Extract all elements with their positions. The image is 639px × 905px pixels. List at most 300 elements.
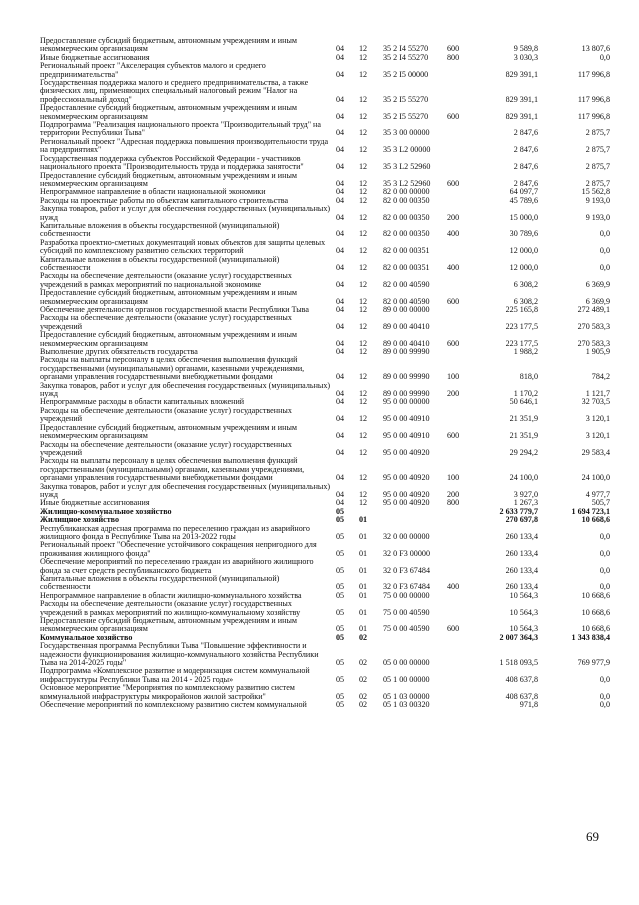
target-article-code: 82 0 00 00351 [383,246,430,256]
subsection-code: 12 [359,473,368,483]
subsection-code: 12 [359,431,368,441]
target-article-code: 32 0 F3 67484 [383,565,430,575]
expense-type-code: 200 [447,212,460,222]
amount-year-2: 10 668,6 [581,607,610,617]
expense-type-code [447,407,473,424]
table-row [40,483,610,500]
subsection-code: 12 [359,187,368,197]
row-name: Выполнение других обязательств государства [40,347,198,357]
subsection-code: 12 [359,212,368,222]
subsection-code: 12 [359,447,368,457]
expense-type-code [447,398,473,406]
subsection-code: 02 [359,700,368,710]
row-name: Обеспечение мероприятий по переселению граждан из аварийного жилищного фонда за счет средств республиканского бюджета [40,557,314,575]
section-code: 04 [336,447,345,457]
expense-type-code: 600 [447,624,460,634]
table-row [40,684,610,701]
budget-table-body [40,37,610,710]
expense-type-code: 600 [447,44,460,54]
subsection-code: 01 [359,515,368,525]
subsection-code: 12 [359,296,368,306]
expense-type-code: 100 [447,473,460,483]
target-article-code: 35 2 I5 55270 [383,111,429,121]
subsection-code: 12 [359,229,368,239]
subsection-code: 02 [359,674,368,684]
table-row [40,205,610,222]
subsection-code: 12 [359,338,368,348]
row-name: Региональный проект "Обеспечение устойчивого сокращения непригодного для проживания жилищного фонда" [40,540,317,558]
amount-year-2: 0,0 [599,674,610,684]
amount-year-1: 45 789,6 [509,195,538,205]
subsection-code: 12 [359,397,368,407]
amount-year-2: 2 875,7 [585,162,610,172]
expense-type-code: 200 [447,389,460,399]
section-code: 05 [336,674,345,684]
row-name: Государственная поддержка малого и среднего предпринимательства, а также физических лиц, применяющих специальный налоговый режим "Налог на профессиональный доход" [40,78,309,104]
target-article-code: 75 0 00 40590 [383,607,430,617]
amount-year-2: 0,0 [599,582,610,592]
section-code: 04 [336,498,345,508]
target-article-code: 89 0 00 99990 [383,372,430,382]
section-code: 04 [336,229,345,239]
table-row [40,62,610,79]
row-name: Государственная программа Республики Тыва "Повышение эффективности и надежности функционирования жилищно-коммунального хозяйства Республики Тыва на 2014-2025 годы" [40,641,319,668]
section-code: 04 [336,195,345,205]
expense-type-code: 400 [447,262,460,272]
expense-type-code [447,306,473,314]
subsection-code: 12 [359,498,368,508]
amount-year-2: 6 369,9 [585,296,610,306]
amount-year-1: 408 637,8 [505,691,538,701]
table-row [40,239,610,256]
section-code: 04 [336,145,345,155]
table-row [40,104,610,121]
target-article-code: 95 0 00 40920 [383,489,430,499]
target-article-code: 82 0 00 00350 [383,212,430,222]
section-code: 04 [336,246,345,256]
target-article-code: 82 0 00 00000 [383,187,430,197]
target-article-code: 82 0 00 40590 [383,279,430,289]
row-name: Иные бюджетные ассигнования [40,52,150,62]
table-row [40,256,610,273]
target-article-code: 32 0 F3 00000 [383,548,430,558]
row-name: Основное мероприятие "Мероприятия по комплексному развитию систем коммунальной инфраструктуры микрорайонов жилой застройки" [40,683,295,701]
amount-year-1: 225 165,8 [505,305,538,314]
amount-year-2: 0,0 [599,548,610,558]
target-article-code [383,516,447,524]
subsection-code: 12 [359,178,368,188]
amount-year-2: 13 807,6 [581,44,610,54]
expense-type-code [447,508,473,516]
amount-year-1: 6 308,2 [513,279,538,289]
amount-year-1: 64 097,7 [509,187,538,197]
amount-year-2: 3 120,1 [585,431,610,441]
section-code: 05 [336,515,345,525]
expense-type-code [447,121,473,138]
subsection-code: 12 [359,44,368,54]
amount-year-2: 0,0 [599,531,610,541]
expense-type-code [447,558,473,575]
subsection-code: 01 [359,582,368,592]
section-code: 05 [336,658,345,668]
target-article-code: 95 0 00 40920 [383,473,430,483]
amount-year-2: 2 875,7 [585,178,610,188]
section-code: 04 [336,338,345,348]
subsection-code: 12 [359,128,368,138]
section-code: 04 [336,94,345,104]
expense-type-code: 400 [447,229,460,239]
table-row [40,222,610,239]
row-name: Закупка товаров, работ и услуг для обеспечения государственных (муниципальных) нужд [40,380,331,399]
subsection-code: 12 [359,94,368,104]
subsection-code: 12 [359,52,368,62]
amount-year-2: 1 905,9 [585,347,610,357]
section-code: 04 [336,69,345,79]
expense-type-code [447,79,473,104]
subsection-code: 12 [359,69,368,79]
amount-year-1: 223 177,5 [505,321,538,331]
amount-year-2: 0,0 [599,691,610,701]
amount-year-1: 6 308,2 [513,296,538,306]
amount-year-2: 272 489,1 [577,305,610,314]
table-row [40,407,610,424]
expense-type-code [447,348,473,356]
amount-year-1: 2 847,6 [513,162,538,172]
expense-type-code [447,600,473,617]
target-article-code: 82 0 00 00351 [383,262,430,272]
target-article-code: 35 2 I4 55270 [383,52,429,62]
amount-year-2: 270 583,3 [577,321,610,331]
amount-year-1: 2 007 364,3 [499,632,538,642]
expense-type-code: 200 [447,489,460,499]
section-code: 04 [336,347,345,357]
subsection-code: 01 [359,565,368,575]
target-article-code: 95 0 00 40920 [383,498,430,508]
amount-year-1: 2 847,6 [513,178,538,188]
target-article-code: 82 0 00 00350 [383,195,430,205]
row-name: Расходы на обеспечение деятельности (оказание услуг) государственных учреждений в рамках мероприятий по национальной экономике [40,271,292,289]
subsection-code: 12 [359,145,368,155]
subsection-code: 12 [359,321,368,331]
amount-year-1: 50 646,1 [509,397,538,407]
expense-type-code: 600 [447,296,460,306]
amount-year-1: 2 847,6 [513,145,538,155]
amount-year-1: 15 000,0 [509,212,538,222]
amount-year-2: 117 996,8 [577,94,610,104]
section-code: 04 [336,431,345,441]
row-name: Капитальные вложения в объекты государственной (муниципальной) собственности [40,220,280,239]
amount-year-2: 2 875,7 [585,128,610,138]
row-name: Закупка товаров, работ и услуг для обеспечения государственных (муниципальных) нужд [40,204,331,222]
amount-year-2: 0,0 [599,262,610,272]
row-name: Непрограммное направление в области жилищно-коммунального хозяйства [40,590,302,600]
amount-year-1: 260 133,4 [505,531,538,541]
amount-year-1: 1 988,2 [513,347,538,357]
page-number: 69 [586,829,599,844]
target-article-code [383,508,447,516]
table-row [40,121,610,138]
row-name: Иные бюджетные ассигнования [40,498,150,508]
expense-type-code [447,239,473,256]
row-name: Расходы на обеспечение деятельности (оказание услуг) государственных учреждений [40,405,292,424]
amount-year-2: 10 668,6 [581,515,610,525]
target-article-code: 89 0 00 99990 [383,389,430,399]
expense-type-code: 100 [447,372,460,382]
amount-year-1: 1 170,2 [513,389,538,399]
expense-type-code [447,197,473,205]
amount-year-1: 12 000,0 [509,262,538,272]
section-code: 04 [336,489,345,499]
amount-year-2: 9 193,0 [585,195,610,205]
amount-year-2: 10 668,6 [581,624,610,634]
amount-year-1: 2 633 779,7 [499,506,538,516]
expense-type-code [447,525,473,542]
table-row [40,575,610,592]
target-article-code: 35 2 I4 55270 [383,44,429,54]
amount-year-2: 0,0 [599,700,610,710]
section-code: 04 [336,178,345,188]
section-code: 04 [336,44,345,54]
subsection-code: 12 [359,389,368,399]
amount-year-2: 1 694 723,1 [571,506,610,516]
amount-year-1: 270 697,8 [505,515,538,525]
expense-type-code [447,188,473,196]
row-name: Расходы на выплаты персоналу в целях обеспечения выполнения функций государственными (муниципальными) органами, казенными учреждениями, органами управления государственными внебюджетными фондами [40,456,305,483]
expense-type-code [447,634,473,642]
amount-year-1: 260 133,4 [505,565,538,575]
target-article-code: 82 0 00 00350 [383,229,430,239]
amount-year-2: 4 977,7 [585,489,610,499]
target-article-code: 89 0 00 40410 [383,321,430,331]
table-row [40,79,610,104]
section-code: 05 [336,582,345,592]
target-article-code: 35 3 L2 52960 [383,162,431,172]
row-name: Предоставление субсидий бюджетным, автономным учреждениям и иным некоммерческим организациям [40,36,298,54]
amount-year-2: 0,0 [599,246,610,256]
amount-year-1: 29 294,2 [509,447,538,457]
row-name: Предоставление субсидий бюджетным, автономным учреждениям и иным некоммерческим организациям [40,330,298,348]
amount-year-1: 818,0 [519,372,538,382]
table-row [40,37,610,54]
section-code: 04 [336,372,345,382]
row-name: Предоставление субсидий бюджетным, автономным учреждениям и иным некоммерческим организациям [40,422,298,441]
expense-type-code [447,642,473,667]
amount-year-2: 32 703,5 [581,397,610,407]
row-name: Разработка проектно-сметных документаций новых объектов для защиты целевых субсидий по комплексному развитию сельских территорий [40,237,326,256]
amount-year-1: 21 351,9 [509,431,538,441]
row-name: Предоставление субсидий бюджетным, автономным учреждениям и иным некоммерческим организациям [40,288,298,306]
target-article-code: 05 0 00 00000 [383,658,430,668]
subsection-code: 12 [359,111,368,121]
amount-year-2: 29 583,4 [581,447,610,457]
row-name: Коммунальное хозяйство [40,632,133,642]
section-code: 05 [336,700,345,710]
amount-year-2: 2 875,7 [585,145,610,155]
row-name: Расходы на обеспечение деятельности (оказание услуг) государственных учреждений в рамках мероприятий по жилищно-коммунальному хозяйству [40,599,301,617]
row-name: Предоставление субсидий бюджетным, автономным учреждениям и иным некоммерческим организациям [40,170,298,188]
target-article-code: 35 3 L2 00000 [383,145,431,155]
row-name: Расходы на обеспечение деятельности (оказание услуг) государственных учреждений [40,313,292,331]
target-article-code: 35 3 00 00000 [383,128,430,138]
amount-year-2: 505,7 [591,498,610,508]
amount-year-1: 260 133,4 [505,582,538,592]
amount-year-1: 9 589,8 [513,44,538,54]
amount-year-1: 10 564,3 [509,607,538,617]
section-code: 04 [336,111,345,121]
target-article-code [383,634,447,642]
table-row [40,382,610,399]
amount-year-1: 30 789,6 [509,229,538,239]
table-row [40,600,610,617]
amount-year-1: 24 100,0 [509,473,538,483]
section-code: 05 [336,632,345,642]
amount-year-1: 260 133,4 [505,548,538,558]
amount-year-1: 829 391,1 [505,69,538,79]
subsection-code: 12 [359,489,368,499]
target-article-code: 89 0 00 00000 [383,305,430,314]
section-code: 04 [336,212,345,222]
subsection-code: 01 [359,531,368,541]
row-name: Региональный проект "Адресная поддержка повышения производительности труда на предприятиях" [40,136,329,155]
section-code: 04 [336,389,345,399]
amount-year-2: 10 668,6 [581,590,610,600]
target-article-code: 32 0 00 00000 [383,531,430,541]
subsection-code: 02 [359,632,368,642]
table-row [40,138,610,155]
section-code: 04 [336,414,345,424]
amount-year-2: 6 369,9 [585,279,610,289]
expense-type-code: 800 [447,498,460,508]
section-code: 05 [336,565,345,575]
amount-year-1: 10 564,3 [509,624,538,634]
target-article-code: 89 0 00 99990 [383,347,430,357]
target-article-code: 05 1 03 00000 [383,691,430,701]
expense-type-code [447,667,473,684]
row-name: Капитальные вложения в объекты государственной (муниципальной) собственности [40,254,280,272]
section-code: 05 [336,531,345,541]
amount-year-1: 21 351,9 [509,414,538,424]
subsection-code: 02 [359,691,368,701]
section-code: 05 [336,624,345,634]
row-name: Расходы на выплаты персоналу в целях обеспечения выполнения функций государственными (муниципальными) органами, казенными учреждениями, органами управления государственными внебюджетными фондами [40,355,305,382]
row-name: Жилищно-коммунальное хозяйство [40,506,172,516]
expense-type-code [447,138,473,155]
subsection-code: 12 [359,195,368,205]
expense-type-code: 600 [447,431,460,441]
table-row [40,701,610,709]
target-article-code: 05 1 00 00000 [383,674,430,684]
amount-year-1: 1 518 093,5 [499,658,538,668]
amount-year-2: 3 120,1 [585,414,610,424]
section-code: 05 [336,506,345,516]
row-name: Республиканская адресная программа по переселению граждан из аварийного жилищного фонда в Республике Тыва на 2013-2022 годы [40,523,310,541]
table-row [40,667,610,684]
amount-year-2: 270 583,3 [577,338,610,348]
amount-year-2: 0,0 [599,52,610,62]
row-name: Подпрограмма «Комплексное развитие и модернизация систем коммунальной инфраструктуры Республики Тыва на 2014 - 2025 годы» [40,666,310,684]
subsection-code: 01 [359,548,368,558]
budget-table [40,37,610,710]
row-name: Жилищное хозяйство [40,515,120,525]
table-row [40,272,610,289]
subsection-code: 12 [359,162,368,172]
target-article-code: 75 0 00 00000 [383,590,430,600]
table-row [40,356,610,381]
expense-type-code [447,314,473,331]
section-code: 05 [336,691,345,701]
target-article-code: 75 0 00 40590 [383,624,430,634]
table-row [40,172,610,189]
section-code: 04 [336,279,345,289]
subsection-code: 12 [359,347,368,357]
target-article-code: 35 3 L2 52960 [383,178,431,188]
table-row [40,441,610,458]
table-row [40,289,610,306]
section-code: 04 [336,162,345,172]
table-row [40,457,610,482]
expense-type-code [447,516,473,524]
subsection-code: 01 [359,624,368,634]
row-name: Расходы на проектные работы по объектам капитального строительства [40,195,289,205]
subsection-code: 02 [359,658,368,668]
subsection-code: 01 [359,590,368,600]
amount-year-1: 408 637,8 [505,674,538,684]
row-name: Непрограммное направление в области национальной экономики [40,187,266,197]
table-row [40,642,610,667]
subsection-code: 12 [359,279,368,289]
section-code: 05 [336,607,345,617]
section-code: 05 [336,590,345,600]
subsection-code: 01 [359,607,368,617]
expense-type-code [447,592,473,600]
section-code: 04 [336,321,345,331]
target-article-code: 95 0 00 40910 [383,414,430,424]
amount-year-1: 12 000,0 [509,246,538,256]
section-code: 04 [336,187,345,197]
expense-type-code [447,441,473,458]
row-name: Закупка товаров, работ и услуг для обеспечения государственных (муниципальных) нужд [40,481,331,499]
subsection-code: 12 [359,305,368,314]
section-code: 04 [336,397,345,407]
expense-type-code: 600 [447,111,460,121]
expense-type-code: 600 [447,178,460,188]
amount-year-1: 223 177,5 [505,338,538,348]
expense-type-code: 400 [447,582,460,592]
row-name: Капитальные вложения в объекты государственной (муниципальной) собственности [40,574,280,592]
section-code: 04 [336,52,345,62]
amount-year-2: 1 121,7 [585,389,610,399]
expense-type-code: 800 [447,52,460,62]
row-name: Обеспечение деятельности органов государственной власти Республики Тыва [40,305,309,314]
subsection-code: 12 [359,246,368,256]
expense-type-code: 600 [447,338,460,348]
section-code: 04 [336,473,345,483]
target-article-code: 95 0 00 00000 [383,397,430,407]
target-article-code: 82 0 00 40590 [383,296,430,306]
expense-type-code [447,684,473,701]
amount-year-1: 971,8 [519,700,538,710]
amount-year-2: 24 100,0 [581,473,610,483]
amount-year-2: 0,0 [599,565,610,575]
row-name: Государственная поддержка субъектов Российской Федерации - участников национального проекта "Производительность труда и поддержка занятости" [40,153,304,172]
expense-type-code [447,272,473,289]
amount-year-1: 829 391,1 [505,111,538,121]
row-name: Предоставление субсидий бюджетным, автономным учреждениям и иным некоммерческим организациям [40,103,298,121]
expense-type-code [447,62,473,79]
row-name: Региональный проект "Акселерация субъектов малого и среднего предпринимательства" [40,61,266,79]
table-row [40,617,610,634]
target-article-code: 35 2 I5 00000 [383,69,429,79]
